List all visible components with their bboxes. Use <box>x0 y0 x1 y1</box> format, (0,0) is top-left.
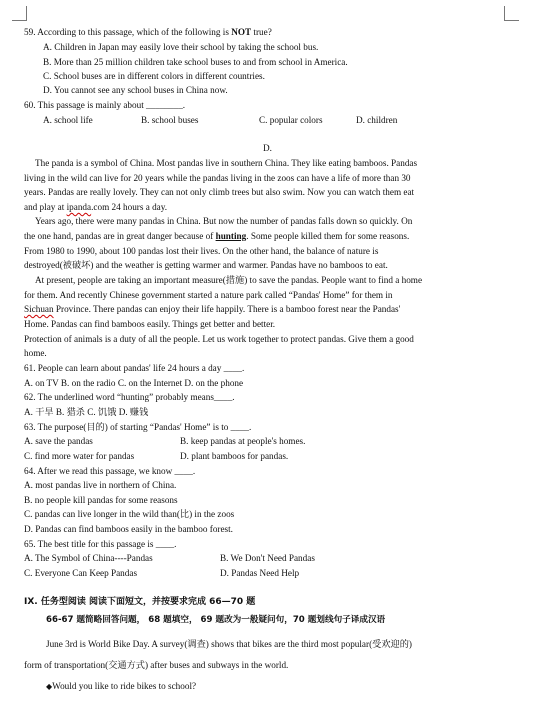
section-9-question-line: ◆Would you like to ride bikes to school? <box>46 681 197 691</box>
q64-stem: 64. After we read this passage, we know ____. <box>24 466 196 476</box>
q62-stem: 62. The underlined word “hunting” probably means____. <box>24 392 235 402</box>
passage-p2-line1: Years ago, there were many pandas in China. But now the number of pandas falls down so quickly. On <box>35 216 413 226</box>
crop-mark-top-right <box>504 6 519 21</box>
q65-option-c: C. Everyone Can Keep Pandas <box>24 568 138 578</box>
section-9-instructions: 66-67 题简略回答问题， 68 题填空， 69 题改为一般疑问句，70 题划线句子译成汉语 <box>46 615 386 625</box>
passage-p2-line3: From 1980 to 1990, about 100 pandas lost their lives. On the other hand, the balance of nature is <box>24 246 379 256</box>
place-name-sichuan: Sichuan <box>24 304 54 314</box>
passage-p2-line4: destroyed(被破坏) and the weather is getting warmer and warmer. Pandas have no bamboos to eat. <box>24 260 388 270</box>
passage-p3-line3: Sichuan Province. There pandas can enjoy their life happily. There is a bamboo forest near the Pandas' <box>24 304 401 314</box>
q63-option-d: D. plant bamboos for pandas. <box>180 451 289 461</box>
q60-option-a: A. school life <box>43 115 93 125</box>
q63-option-c: C. find more water for pandas <box>24 451 135 461</box>
q64-option-b: B. no people kill pandas for some reasons <box>24 495 178 505</box>
q65-option-a: A. The Symbol of China----Pandas <box>24 553 153 563</box>
q60-stem: 60. This passage is mainly about ________. <box>24 100 186 110</box>
q59-option-c: C. School buses are in different colors in different countries. <box>43 71 265 81</box>
passage-p3-line1: At present, people are taking an important measure(措施) to save the pandas. People want to find a home <box>35 275 423 285</box>
q63-option-b: B. keep pandas at people's homes. <box>180 436 306 446</box>
q64-option-c: C. pandas can live longer in the wild than(比) in the zoos <box>24 509 235 519</box>
q59-stem: 59. According to this passage, which of the following is NOT true? <box>24 27 272 37</box>
q65-stem: 65. The best title for this passage is ____. <box>24 539 177 549</box>
q60-option-b: B. school buses <box>141 115 199 125</box>
diamond-bullet-icon: ◆ <box>46 682 53 691</box>
q63-stem: 63. The purpose(目的) of starting “Pandas' Home” is to ____. <box>24 422 252 432</box>
q61-stem: 61. People can learn about pandas' life 24 hours a day ____. <box>24 363 245 373</box>
q64-option-d: D. Pandas can find bamboos easily in the bamboo forest. <box>24 524 233 534</box>
not-emphasis: NOT <box>231 27 252 37</box>
section-9-title: IX. 任务型阅读 阅读下面短文，并按要求完成 66—70 题 <box>24 597 256 607</box>
q65-option-d: D. Pandas Need Help <box>220 568 300 578</box>
q65-option-b: B. We Don't Need Pandas <box>220 553 315 563</box>
passage-p3-line2: for them. And recently Chinese government started a nature park called “Pandas' Home” for them in <box>24 290 393 300</box>
section-9-passage-line2: form of transportation(交通方式) after buses and subways in the world. <box>24 660 289 670</box>
section-9-passage-line1: June 3rd is World Bike Day. A survey(调查) shows that bikes are the third most popular(受欢迎的) <box>46 639 412 649</box>
passage-label: D. <box>263 143 272 153</box>
q64-option-a: A. most pandas live in northern of China. <box>24 480 177 490</box>
passage-p1-line3: years. Pandas are really lovely. They can not only climb trees but also swim. Now you can watch them eat <box>24 187 415 197</box>
q59-option-a: A. Children in Japan may easily love their school by taking the school bus. <box>43 42 319 52</box>
passage-p4-line2: home. <box>24 348 47 358</box>
q61-options: A. on TV B. on the radio C. on the Internet D. on the phone <box>24 378 244 388</box>
passage-p1-line2: living in the wild can live for 20 years while the pandas living in the zoos can have a life of more than 30 <box>24 173 411 183</box>
passage-p3-line4: Home. Pandas can find bamboos easily. Things get better and better. <box>24 319 276 329</box>
passage-p1-line1: The panda is a symbol of China. Most pandas live in southern China. They like eating bamboos. Pandas <box>35 158 418 168</box>
passage-p4-line1: Protection of animals is a duty of all the people. Let us work together to protect pandas. Give them a good <box>24 334 414 344</box>
q63-option-a: A. save the pandas <box>24 436 93 446</box>
q59-option-b: B. More than 25 million children take school buses to and from school in America. <box>43 57 348 67</box>
q60-option-d: D. children <box>356 115 398 125</box>
crop-mark-top-left <box>12 6 27 21</box>
q59-option-d: D. You cannot see any school buses in China now. <box>43 85 228 95</box>
passage-p2-line2: the one hand, pandas are in great danger because of hunting. Some people killed them for some reasons. <box>24 231 410 241</box>
underlined-word-hunting: hunting <box>215 231 247 241</box>
passage-p1-line4: and play at ipanda.com 24 hours a day. <box>24 202 168 212</box>
q62-options: A. 干旱 B. 猎杀 C. 饥饿 D. 赚钱 <box>24 407 149 417</box>
website-name: ipanda <box>66 202 92 212</box>
q60-option-c: C. popular colors <box>259 115 323 125</box>
